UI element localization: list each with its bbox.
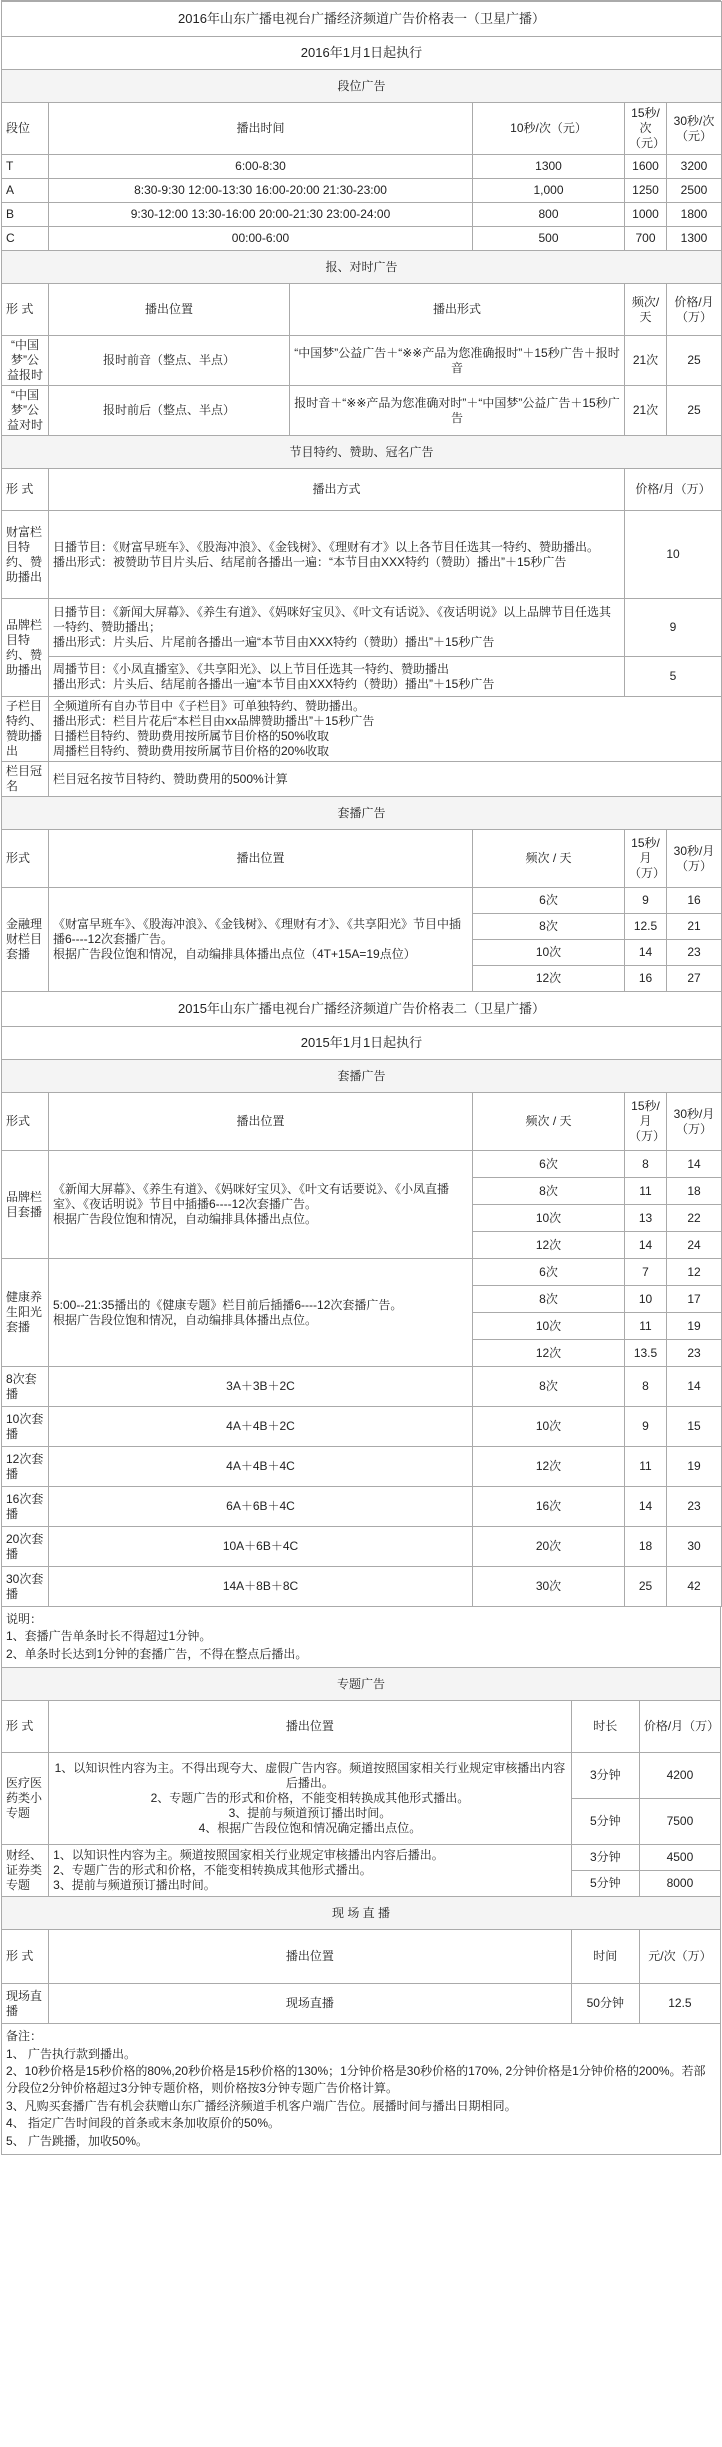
price-30s: 19 xyxy=(667,1313,722,1340)
table-row xyxy=(2,1567,722,1607)
price-30s: 21 xyxy=(667,914,722,940)
price-15s: 10 xyxy=(625,1286,667,1313)
package-desc-line: 根据广告段位饱和情况，自动编排具体播出点位。 xyxy=(53,1312,318,1327)
package-form: 12次套播 xyxy=(2,1447,49,1487)
section-slot-ads: 段位广告 xyxy=(2,70,722,103)
frequency: 21次 xyxy=(625,336,667,386)
price-15s: 11 xyxy=(625,1447,667,1487)
slot-time: 00:00-6:00 xyxy=(49,227,473,251)
sponsor-desc-line: 周播栏目特约、赞助费用按所属节目价格的20%收取 xyxy=(53,744,330,758)
frequency: 21次 xyxy=(625,386,667,436)
table-row xyxy=(2,1487,722,1527)
package-mix: 6A＋6B＋4C xyxy=(49,1487,473,1527)
table-row xyxy=(2,1984,721,2024)
price-15s: 8 xyxy=(625,1151,667,1178)
col-header: 播出位置 xyxy=(49,1701,572,1753)
slot-time: 6:00-8:30 xyxy=(49,155,473,179)
section-time-report-ads: 报、对时广告 xyxy=(2,251,722,284)
duration: 3分钟 xyxy=(571,1753,639,1799)
col-header: 30秒/次（元） xyxy=(667,103,722,155)
price-30s: 14 xyxy=(667,1367,722,1407)
price-per-broadcast: 12.5 xyxy=(639,1984,720,2024)
price-30s: 30 xyxy=(667,1527,722,1567)
remark-line: 3、凡购买套播广告有机会获赠山东广播经济频道手机客户端广告位。展播时间与播出日期相同。 xyxy=(6,2098,517,2113)
section-special-ads: 专题广告 xyxy=(2,1668,721,1701)
price-30s: 27 xyxy=(667,966,722,992)
remark-line: 1、 广告执行款到播出。 xyxy=(6,2046,137,2061)
monthly-price: 7500 xyxy=(639,1799,720,1845)
col-header: 形 式 xyxy=(2,469,49,511)
col-header: 30秒/月（万） xyxy=(667,830,722,888)
frequency: 12次 xyxy=(473,966,625,992)
ad-form: “中国梦”公益对时 xyxy=(2,386,49,436)
col-header: 15秒/月（万） xyxy=(625,1093,667,1151)
sponsor-form: 子栏目特约、赞助播出 xyxy=(2,697,49,762)
monthly-price: 8000 xyxy=(639,1871,720,1897)
col-header: 形 式 xyxy=(2,1930,49,1984)
price-15s: 13 xyxy=(625,1205,667,1232)
special-ads-table xyxy=(1,1667,721,2024)
price-15s: 1250 xyxy=(625,179,667,203)
price-30s: 17 xyxy=(667,1286,722,1313)
table-row xyxy=(2,227,722,251)
package-desc-line: 根据广告段位饱和情况，自动编排具体播出点位（4T+15A=19点位） xyxy=(53,947,416,961)
col-header: 频次/天 xyxy=(625,284,667,336)
monthly-price: 10 xyxy=(625,511,722,599)
col-header: 播出位置 xyxy=(49,284,290,336)
col-header: 时间 xyxy=(571,1930,639,1984)
slot-code: A xyxy=(2,179,49,203)
table-row xyxy=(2,762,722,797)
package-form: 16次套播 xyxy=(2,1487,49,1527)
frequency: 10次 xyxy=(473,1313,625,1340)
price-30s: 1300 xyxy=(667,227,722,251)
col-header: 播出方式 xyxy=(49,469,625,511)
price-10s: 800 xyxy=(473,203,625,227)
special-desc-line: 1、以知识性内容为主。频道按照国家相关行业规定审核播出内容后播出。 xyxy=(53,1848,444,1863)
table-row xyxy=(2,1367,722,1407)
col-header: 15秒/次（元） xyxy=(625,103,667,155)
remarks xyxy=(1,2024,721,2155)
table-row xyxy=(2,1527,722,1567)
price-30s: 23 xyxy=(667,940,722,966)
duration: 3分钟 xyxy=(571,1845,639,1871)
col-header: 形 式 xyxy=(2,1701,49,1753)
package-mix: 4A＋4B＋4C xyxy=(49,1447,473,1487)
table-row xyxy=(2,155,722,179)
package-form: 金融理财栏目套播 xyxy=(2,888,49,992)
price-30s: 12 xyxy=(667,1259,722,1286)
table-row xyxy=(2,599,722,657)
frequency: 12次 xyxy=(473,1340,625,1367)
package-form: 30次套播 xyxy=(2,1567,49,1607)
slot-time: 8:30-9:30 12:00-13:30 16:00-20:00 21:30-23:00 xyxy=(49,179,473,203)
col-header: 价格/月（万） xyxy=(667,284,722,336)
price-15s: 11 xyxy=(625,1313,667,1340)
col-header: 播出形式 xyxy=(290,284,625,336)
price-15s: 700 xyxy=(625,227,667,251)
table-row xyxy=(2,179,722,203)
col-header: 价格/月（万） xyxy=(639,1701,720,1753)
package-form: 8次套播 xyxy=(2,1367,49,1407)
price-10s: 1300 xyxy=(473,155,625,179)
col-header: 价格/月（万） xyxy=(625,469,722,511)
table-row xyxy=(2,1447,722,1487)
price-15s: 1000 xyxy=(625,203,667,227)
special-desc-line: 3、提前与频道预订播出时间。 xyxy=(228,1806,392,1821)
special-desc-line: 2、专题广告的形式和价格，不能变相转换成其他形式播出。 xyxy=(53,1863,372,1878)
table-row xyxy=(2,657,722,697)
sponsor-desc-line: 播出形式：片头后、片尾前各播出一遍“本节目由XXX特约（赞助）播出”＋15秒广告 xyxy=(53,635,495,649)
package-desc-line: 《财富早班车》、《股海冲浪》、《金钱树》、《理财有才》、《共享阳光》节目中插播6----12次套播广告。 xyxy=(53,917,462,946)
section-live-broadcast: 现 场 直 播 xyxy=(2,1897,721,1930)
special-desc-line: 2、专题广告的形式和价格，不能变相转换成其他形式播出。 xyxy=(150,1791,470,1806)
col-header: 段位 xyxy=(2,103,49,155)
rate-card xyxy=(1,0,721,2155)
frequency: 20次 xyxy=(473,1527,625,1567)
price-30s: 42 xyxy=(667,1567,722,1607)
price-30s: 22 xyxy=(667,1205,722,1232)
col-header: 播出位置 xyxy=(49,830,473,888)
price-15s: 7 xyxy=(625,1259,667,1286)
table-row xyxy=(2,1151,722,1178)
col-header: 时长 xyxy=(571,1701,639,1753)
frequency: 12次 xyxy=(473,1232,625,1259)
sponsor-desc-line: 栏目冠名按节目特约、赞助费用的500%计算 xyxy=(49,762,722,797)
price-15s: 14 xyxy=(625,1232,667,1259)
table-one-effective-date: 2016年1月1日起执行 xyxy=(2,37,722,70)
table-row xyxy=(2,1753,721,1799)
price-15s: 1600 xyxy=(625,155,667,179)
ad-position: 报时前音（整点、半点） xyxy=(49,336,290,386)
frequency: 6次 xyxy=(473,1259,625,1286)
price-15s: 12.5 xyxy=(625,914,667,940)
col-header: 30秒/月（万） xyxy=(667,1093,722,1151)
sponsor-desc-line: 日播栏目特约、赞助费用按所属节目价格的50%收取 xyxy=(53,729,330,743)
note-line: 说明： xyxy=(6,1612,43,1626)
price-30s: 18 xyxy=(667,1178,722,1205)
price-30s: 23 xyxy=(667,1340,722,1367)
col-header: 形 式 xyxy=(2,284,49,336)
frequency: 6次 xyxy=(473,888,625,914)
sponsor-form: 品牌栏目特约、赞助播出 xyxy=(2,599,49,697)
table-two-effective-date: 2015年1月1日起执行 xyxy=(2,1027,722,1060)
package-desc-line: 根据广告段位饱和情况，自动编排具体播出点位。 xyxy=(53,1212,318,1226)
price-15s: 16 xyxy=(625,966,667,992)
sponsor-desc-line: 日播节目：《新闻大屏幕》、《养生有道》、《妈咪好宝贝》、《叶文有话说》、《夜话明说》以上品牌节目任选其一特约、赞助播出； xyxy=(53,605,612,634)
price-30s: 16 xyxy=(667,888,722,914)
remark-line: 5、 广告跳播，加收50%。 xyxy=(6,2133,149,2148)
special-desc-line: 3、提前与频道预订播出时间。 xyxy=(53,1878,216,1893)
section-package-ads: 套播广告 xyxy=(2,797,722,830)
table-row xyxy=(2,386,722,436)
price-15s: 9 xyxy=(625,1407,667,1447)
package-mix: 4A＋4B＋2C xyxy=(49,1407,473,1447)
frequency: 8次 xyxy=(473,1178,625,1205)
monthly-price: 5 xyxy=(625,657,722,697)
table-one-title: 2016年山东广播电视台广播经济频道广告价格表一（卫星广播） xyxy=(2,2,722,37)
ad-position: 报时前后（整点、半点） xyxy=(49,386,290,436)
slot-code: C xyxy=(2,227,49,251)
package-mix: 14A＋8B＋8C xyxy=(49,1567,473,1607)
slot-time: 9:30-12:00 13:30-16:00 20:00-21:30 23:00-24:00 xyxy=(49,203,473,227)
price-15s: 18 xyxy=(625,1527,667,1567)
frequency: 30次 xyxy=(473,1567,625,1607)
price-10s: 500 xyxy=(473,227,625,251)
package-mix: 10A＋6B＋4C xyxy=(49,1527,473,1567)
sponsor-desc-line: 日播节目：《财富早班车》、《股海冲浪》、《金钱树》、《理财有才》以上各节目任选其一特约、赞助播出。 xyxy=(53,539,600,554)
price-30s: 1800 xyxy=(667,203,722,227)
price-15s: 14 xyxy=(625,1487,667,1527)
ad-form: “中国梦”公益报时 xyxy=(2,336,49,386)
sponsor-form: 财富栏目特约、赞助播出 xyxy=(2,511,49,599)
package-form: 健康养生阳光套播 xyxy=(2,1259,49,1367)
frequency: 6次 xyxy=(473,1151,625,1178)
table-row xyxy=(2,1407,722,1447)
table-row xyxy=(2,697,722,762)
col-header: 形式 xyxy=(2,1093,49,1151)
price-15s: 14 xyxy=(625,940,667,966)
duration: 50分钟 xyxy=(571,1984,639,2024)
price-30s: 19 xyxy=(667,1447,722,1487)
sponsor-desc-line: 播出形式：片头后、结尾前各播出一遍“本节目由XXX特约（赞助）播出”＋15秒广告 xyxy=(53,676,495,691)
table-row xyxy=(2,1845,721,1871)
ad-format: “中国梦”公益广告＋“※※产品为您准确报时”＋15秒广告＋报时音 xyxy=(290,336,625,386)
duration: 5分钟 xyxy=(571,1799,639,1845)
col-header: 频次 / 天 xyxy=(473,830,625,888)
price-15s: 25 xyxy=(625,1567,667,1607)
package-form: 20次套播 xyxy=(2,1527,49,1567)
remark-line: 4、 指定广告时间段的首条或末条加收原价的50%。 xyxy=(6,2116,281,2131)
table-two-title: 2015年山东广播电视台广播经济频道广告价格表二（卫星广播） xyxy=(2,992,722,1027)
table-row xyxy=(2,1259,722,1286)
note-line: 2、单条时长达到1分钟的套播广告，不得在整点后播出。 xyxy=(6,1646,308,1661)
slot-code: B xyxy=(2,203,49,227)
section-package-ads-2: 套播广告 xyxy=(2,1060,722,1093)
col-header: 播出位置 xyxy=(49,1930,572,1984)
remark-line: 备注： xyxy=(6,2029,43,2044)
monthly-price: 25 xyxy=(667,336,722,386)
package-form: 10次套播 xyxy=(2,1407,49,1447)
note-line: 1、套播广告单条时长不得超过1分钟。 xyxy=(6,1629,212,1644)
col-header: 播出位置 xyxy=(49,1093,473,1151)
price-30s: 14 xyxy=(667,1151,722,1178)
table-row xyxy=(2,203,722,227)
special-form: 医疗医药类小专题 xyxy=(2,1753,49,1845)
sponsor-desc-line: 全频道所有自办节目中《子栏目》可单独特约、赞助播出。 xyxy=(53,699,366,713)
special-desc-line: 4、根据广告段位饱和情况确定播出点位。 xyxy=(198,1821,422,1836)
col-header: 元/次（万） xyxy=(639,1930,720,1984)
price-15s: 9 xyxy=(625,888,667,914)
special-desc-line: 1、以知识性内容为主。不得出现夸大、虚假广告内容。频道按照国家相关行业规定审核播出内容后播出。 xyxy=(54,1761,566,1791)
monthly-price: 4500 xyxy=(639,1845,720,1871)
monthly-price: 25 xyxy=(667,386,722,436)
col-header: 播出时间 xyxy=(49,103,473,155)
duration: 5分钟 xyxy=(571,1871,639,1897)
frequency: 10次 xyxy=(473,1205,625,1232)
frequency: 10次 xyxy=(473,940,625,966)
frequency: 8次 xyxy=(473,1367,625,1407)
price-15s: 13.5 xyxy=(625,1340,667,1367)
table-row xyxy=(2,511,722,599)
col-header: 10秒/次（元） xyxy=(473,103,625,155)
col-header: 15秒/月（万） xyxy=(625,830,667,888)
frequency: 8次 xyxy=(473,914,625,940)
slot-code: T xyxy=(2,155,49,179)
table-row xyxy=(2,336,722,386)
price-30s: 15 xyxy=(667,1407,722,1447)
frequency: 12次 xyxy=(473,1447,625,1487)
price-30s: 2500 xyxy=(667,179,722,203)
price-table-one xyxy=(1,1,722,1607)
live-position: 现场直播 xyxy=(49,1984,572,2024)
price-30s: 3200 xyxy=(667,155,722,179)
monthly-price: 9 xyxy=(625,599,722,657)
price-15s: 11 xyxy=(625,1178,667,1205)
sponsor-desc-line: 播出形式：被赞助节目片头后、结尾前各播出一遍：“本节目由XXX特约（赞助）播出”＋15秒广告 xyxy=(53,554,567,569)
price-10s: 1,000 xyxy=(473,179,625,203)
price-30s: 23 xyxy=(667,1487,722,1527)
table-row xyxy=(2,888,722,914)
col-header: 形式 xyxy=(2,830,49,888)
price-30s: 24 xyxy=(667,1232,722,1259)
section-sponsorship-ads: 节目特约、赞助、冠名广告 xyxy=(2,436,722,469)
remark-line: 2、10秒价格是15秒价格的80%,20秒价格是15秒价格的130%；1分钟价格是30秒价格的170%, 2分钟价格是1分钟价格的200%。若部分段位2分钟价格超过3分钟专题价格，则价格按3分钟专题广告价格计算。 xyxy=(6,2063,706,2096)
package-mix: 3A＋3B＋2C xyxy=(49,1367,473,1407)
sponsor-desc-line: 播出形式：栏目片花后“本栏目由xx品牌赞助播出”＋15秒广告 xyxy=(53,714,375,728)
frequency: 8次 xyxy=(473,1286,625,1313)
price-15s: 8 xyxy=(625,1367,667,1407)
special-form: 财经、证券类专题 xyxy=(2,1845,49,1897)
col-header: 频次 / 天 xyxy=(473,1093,625,1151)
frequency: 10次 xyxy=(473,1407,625,1447)
sponsor-form: 栏目冠名 xyxy=(2,762,49,797)
ad-format: 报时音＋“※※产品为您准确对时”＋“中国梦”公益广告＋15秒广告 xyxy=(290,386,625,436)
package-desc-line: 5:00--21:35播出的《健康专题》栏目前后插播6----12次套播广告。 xyxy=(53,1297,403,1312)
package-desc-line: 《新闻大屏幕》、《养生有道》、《妈咪好宝贝》、《叶文有话要说》、《小凤直播室》、《夜话明说》节目中插播6----12次套播广告。 xyxy=(53,1182,450,1211)
sponsor-desc-line: 周播节目：《小凤直播室》、《共享阳光》、以上节目任选其一特约、赞助播出 xyxy=(53,661,450,676)
monthly-price: 4200 xyxy=(639,1753,720,1799)
frequency: 16次 xyxy=(473,1487,625,1527)
package-form: 品牌栏目套播 xyxy=(2,1151,49,1259)
live-form: 现场直播 xyxy=(2,1984,49,2024)
package-notes xyxy=(1,1607,721,1667)
